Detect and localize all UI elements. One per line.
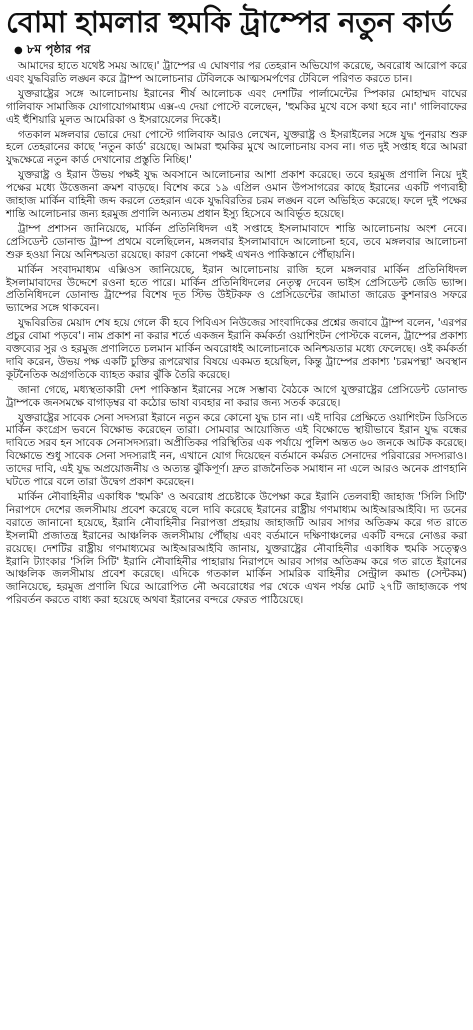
- continued-from: [14, 42, 473, 58]
- paragraph: ট্রাম্প প্রশাসন জানিয়েছে, মার্কিন প্রতিনিধিদল এই সপ্তাহে ইসলামাবাদে শান্তি আলোচনায় অংশ নেবে। প্রেসিডেন্ট ডোনাল্ড ট্রাম্প প্রথমে বলেছিলেন, মঙ্গলবার ইসলামাবাদে আলোচনা হবে, তবে মঙ্গলবার আলোচনা শুরু হওয়া নিয়ে অনিশ্চয়তা রয়েছে। কারণ কোনো পক্ষই এখনও পাকিস্তানে পৌঁছায়নি।: [6, 222, 467, 261]
- article-body: [0, 60, 473, 607]
- paragraph: যুদ্ধবিরতির মেয়াদ শেষ হয়ে গেলে কী হবে পিবিএস নিউজের সাংবাদিকের প্রশ্নের জবাবে ট্রাম্প বলেন, 'এরপর প্রচুর বোমা পড়বে'। নাম প্রকাশ না করার শর্তে একজন ইরানি কর্মকর্তা ওয়াশিংটন পোস্টকে বলেন, ট্রাম্পের প্রকাশ্য বক্তব্যের সুর ও হরমুজ প্রণালিতে চলমান মার্কিন অবরোধই আলোচনাকে অনিশ্চয়তার মধ্যে ফেলেছে। ওই কর্মকর্তা দাবি করেন, উভয় পক্ষ একটি চুক্তির রূপরেখার বিষয়ে একমত হয়েছিল, কিন্তু ট্রাম্পের প্রকাশ্য 'চরমপন্থা' অবস্থান কূটনৈতিক অগ্রগতিকে ব্যাহত করার ঝুঁকি তৈরি করেছে।: [6, 317, 467, 381]
- paragraph: মার্কিন নৌবাহিনীর একাধিক 'হুমকি' ও অবরোধ প্রচেষ্টাকে উপেক্ষা করে ইরানি তেলবাহী জাহাজ 'সিলি সিটি' নিরাপদে দেশের জলসীমায় প্রবেশ করেছে বলে দাবি করেছে ইরানের রাষ্ট্রীয় গণমাধ্যম আইআরআইবি। দ্য ডনের বরাতে জানানো হয়েছে, ইরানি নৌবাহিনীর নিরাপত্তা প্রহরায় জাহাজটি আরব সাগর অতিক্রম করে গত রাতে ইসলামী প্রজাতন্ত্র ইরানের আঞ্চলিক জলসীমায় পৌঁছায় এবং বর্তমানে দক্ষিণাঞ্চলের একটি বন্দরে নোঙর করা রয়েছে। দেশটির রাষ্ট্রীয় গণমাধ্যমের আইআরআইবি জানায়, যুক্তরাষ্ট্রের নৌবাহিনীর একাধিক হুমকি সত্ত্বেও ইরানি ট্যাংকার 'সিলি সিটি' ইরানি নৌবাহিনীর পাহারায় নিরাপদে আরব সাগর অতিক্রম করে গত রাতে ইরানের আঞ্চলিক জলসীমায় প্রবেশ করেছে। এদিকে গতকাল মার্কিন সামরিক বাহিনীর সেন্ট্রাল কমান্ড (সেন্টকম) জানিয়েছে, হরমুজ প্রণালি ঘিরে আরোপিত নৌ অবরোধের পর থেকে এখন পর্যন্ত মোট ২৭টি জাহাজকে পথ পরিবর্তন করতে বাধ্য করা হয়েছে অথবা ইরানের বন্দরে ফেরত পাঠিয়েছে।: [6, 491, 467, 607]
- paragraph: যুক্তরাষ্ট্রের সাবেক সেনা সদস্যরা ইরানে নতুন করে কোনো যুদ্ধ চান না। এই দাবির প্রেক্ষিতে ওয়াশিংটন ডিসিতে মার্কিন কংগ্রেস ভবনে বিক্ষোভ করেছেন তারা। সোমবার আয়োজিত এই বিক্ষোভে স্থায়ীভাবে ইরান যুদ্ধ বন্ধের দাবিতে সরব হন সাবেক সেনাসদস্যরা। অপ্রীতিকর পরিস্থিতির এক পর্যায়ে পুলিশ অন্তত ৬০ জনকে আটক করেছে। বিক্ষোভে শুধু সাবেক সেনা সদস্যরাই নন, এখানে যোগ দিয়েছেন বর্তমানে কর্মরত সেনাদের পরিবারের সদস্যরাও। তাদের দাবি, এই যুদ্ধ অপ্রয়োজনীয় ও অত্যন্ত ঝুঁকিপূর্ণ। দ্রুত রাজনৈতিক সমাধান না এলে আরও অনেক প্রাণহানি ঘটতে পারে বলে তারা উদ্বেগ প্রকাশ করেছেন।: [6, 411, 467, 489]
- paragraph: যুক্তরাষ্ট্র ও ইরান উভয় পক্ষই যুদ্ধ অবসানে আলোচনার আশা প্রকাশ করেছে। তবে হরমুজ প্রণালি নিয়ে দুই পক্ষের মধ্যে উত্তেজনা ক্রমশ বাড়ছে। বিশেষ করে ১৯ এপ্রিল ওমান উপসাগরের কাছে ইরানের একটি পণ্যবাহী জাহাজ মার্কিন বাহিনী জব্দ করলে তেহরান একে যুদ্ধবিরতির চরম লঙ্ঘন বলে অভিহিত করেছে। ফলে দুই পক্ষের শান্তি আলোচনার জন্য হরমুজ প্রণালি অন্যতম প্রধান ইস্যু হিসেবে আবির্ভূত হয়েছে।: [6, 169, 467, 220]
- paragraph: যুক্তরাষ্ট্রের সঙ্গে আলোচনায় ইরানের শীর্ষ আলোচক এবং দেশটির পার্লামেন্টের স্পিকার মোহাম্মদ বাঘের গালিবাফ সামাজিক যোগাযোগমাধ্যম এক্স-এ দেয়া পোস্টে বলেছেন, 'হুমকির মুখে বসে কথা হবে না।' গালিবাফের এই হুঁশিয়ারি মূলত আমেরিকা ও ইসরায়েলের দিকেই।: [6, 87, 467, 126]
- continued-label: ৮ম পৃষ্ঠার পর: [26, 42, 91, 56]
- paragraph: গতকাল মঙ্গলবার ভোরে দেয়া পোস্টে গালিবাফ আরও লেখেন, যুক্তরাষ্ট্র ও ইসরাইলের সঙ্গে যুদ্ধ পুনরায় শুরু হলে তেহরানের কাছে 'নতুন কার্ড' রয়েছে। আমরা হুমকির মুখে আলোচনায় বসব না। গত দুই সপ্তাহ ধরে আমরা যুদ্ধক্ষেত্রে নতুন কার্ড দেখানোর প্রস্তুতি নিচ্ছি।': [6, 128, 467, 167]
- bullet-icon: ●: [14, 45, 23, 56]
- paragraph: জানা গেছে, মধ্যস্থতাকারী দেশ পাকিস্তান ইরানের সঙ্গে সম্ভাব্য বৈঠকে আগে যুক্তরাষ্ট্রের প্রেসিডেন্ট ডোনাল্ড ট্রাম্পকে জনসমক্ষে বাগাড়ম্বর বা কঠোর ভাষা ব্যবহার না করার জন্য সতর্ক করেছে।: [6, 383, 467, 409]
- paragraph: মার্কিন সংবাদমাধ্যম এক্সিওস জানিয়েছে, ইরান আলোচনায় রাজি হলে মঙ্গলবার মার্কিন প্রতিনিধিদল ইসলামাবাদের উদ্দেশে রওনা হতে পারে। মার্কিন প্রতিনিধিদলের নেতৃত্ব দেবেন ভাইস প্রেসিডেন্ট জেডি ভ্যান্স। প্রতিনিধিদলে ডোনাল্ড ট্রাম্পের বিশেষ দূত স্টিভ উইটকফ ও প্রেসিডেন্টের জামাতা জারেড কুশনারও সফরে ভ্যান্সের সঙ্গে থাকবেন।: [6, 263, 467, 315]
- paragraph: আমাদের হাতে যথেষ্ট সময় আছে।' ট্রাম্পের এ ঘোষণার পর তেহরান অভিযোগ করেছে, অবরোধ আরোপ করে এবং যুদ্ধবিরতি লঙ্ঘন করে ট্রাম্প আলোচনার টেবিলকে আত্মসমর্পণের টেবিলে পরিণত করতে চান।: [6, 60, 467, 85]
- headline: বোমা হামলার হুমকি ট্রাম্পের নতুন কার্ড: [6, 5, 452, 39]
